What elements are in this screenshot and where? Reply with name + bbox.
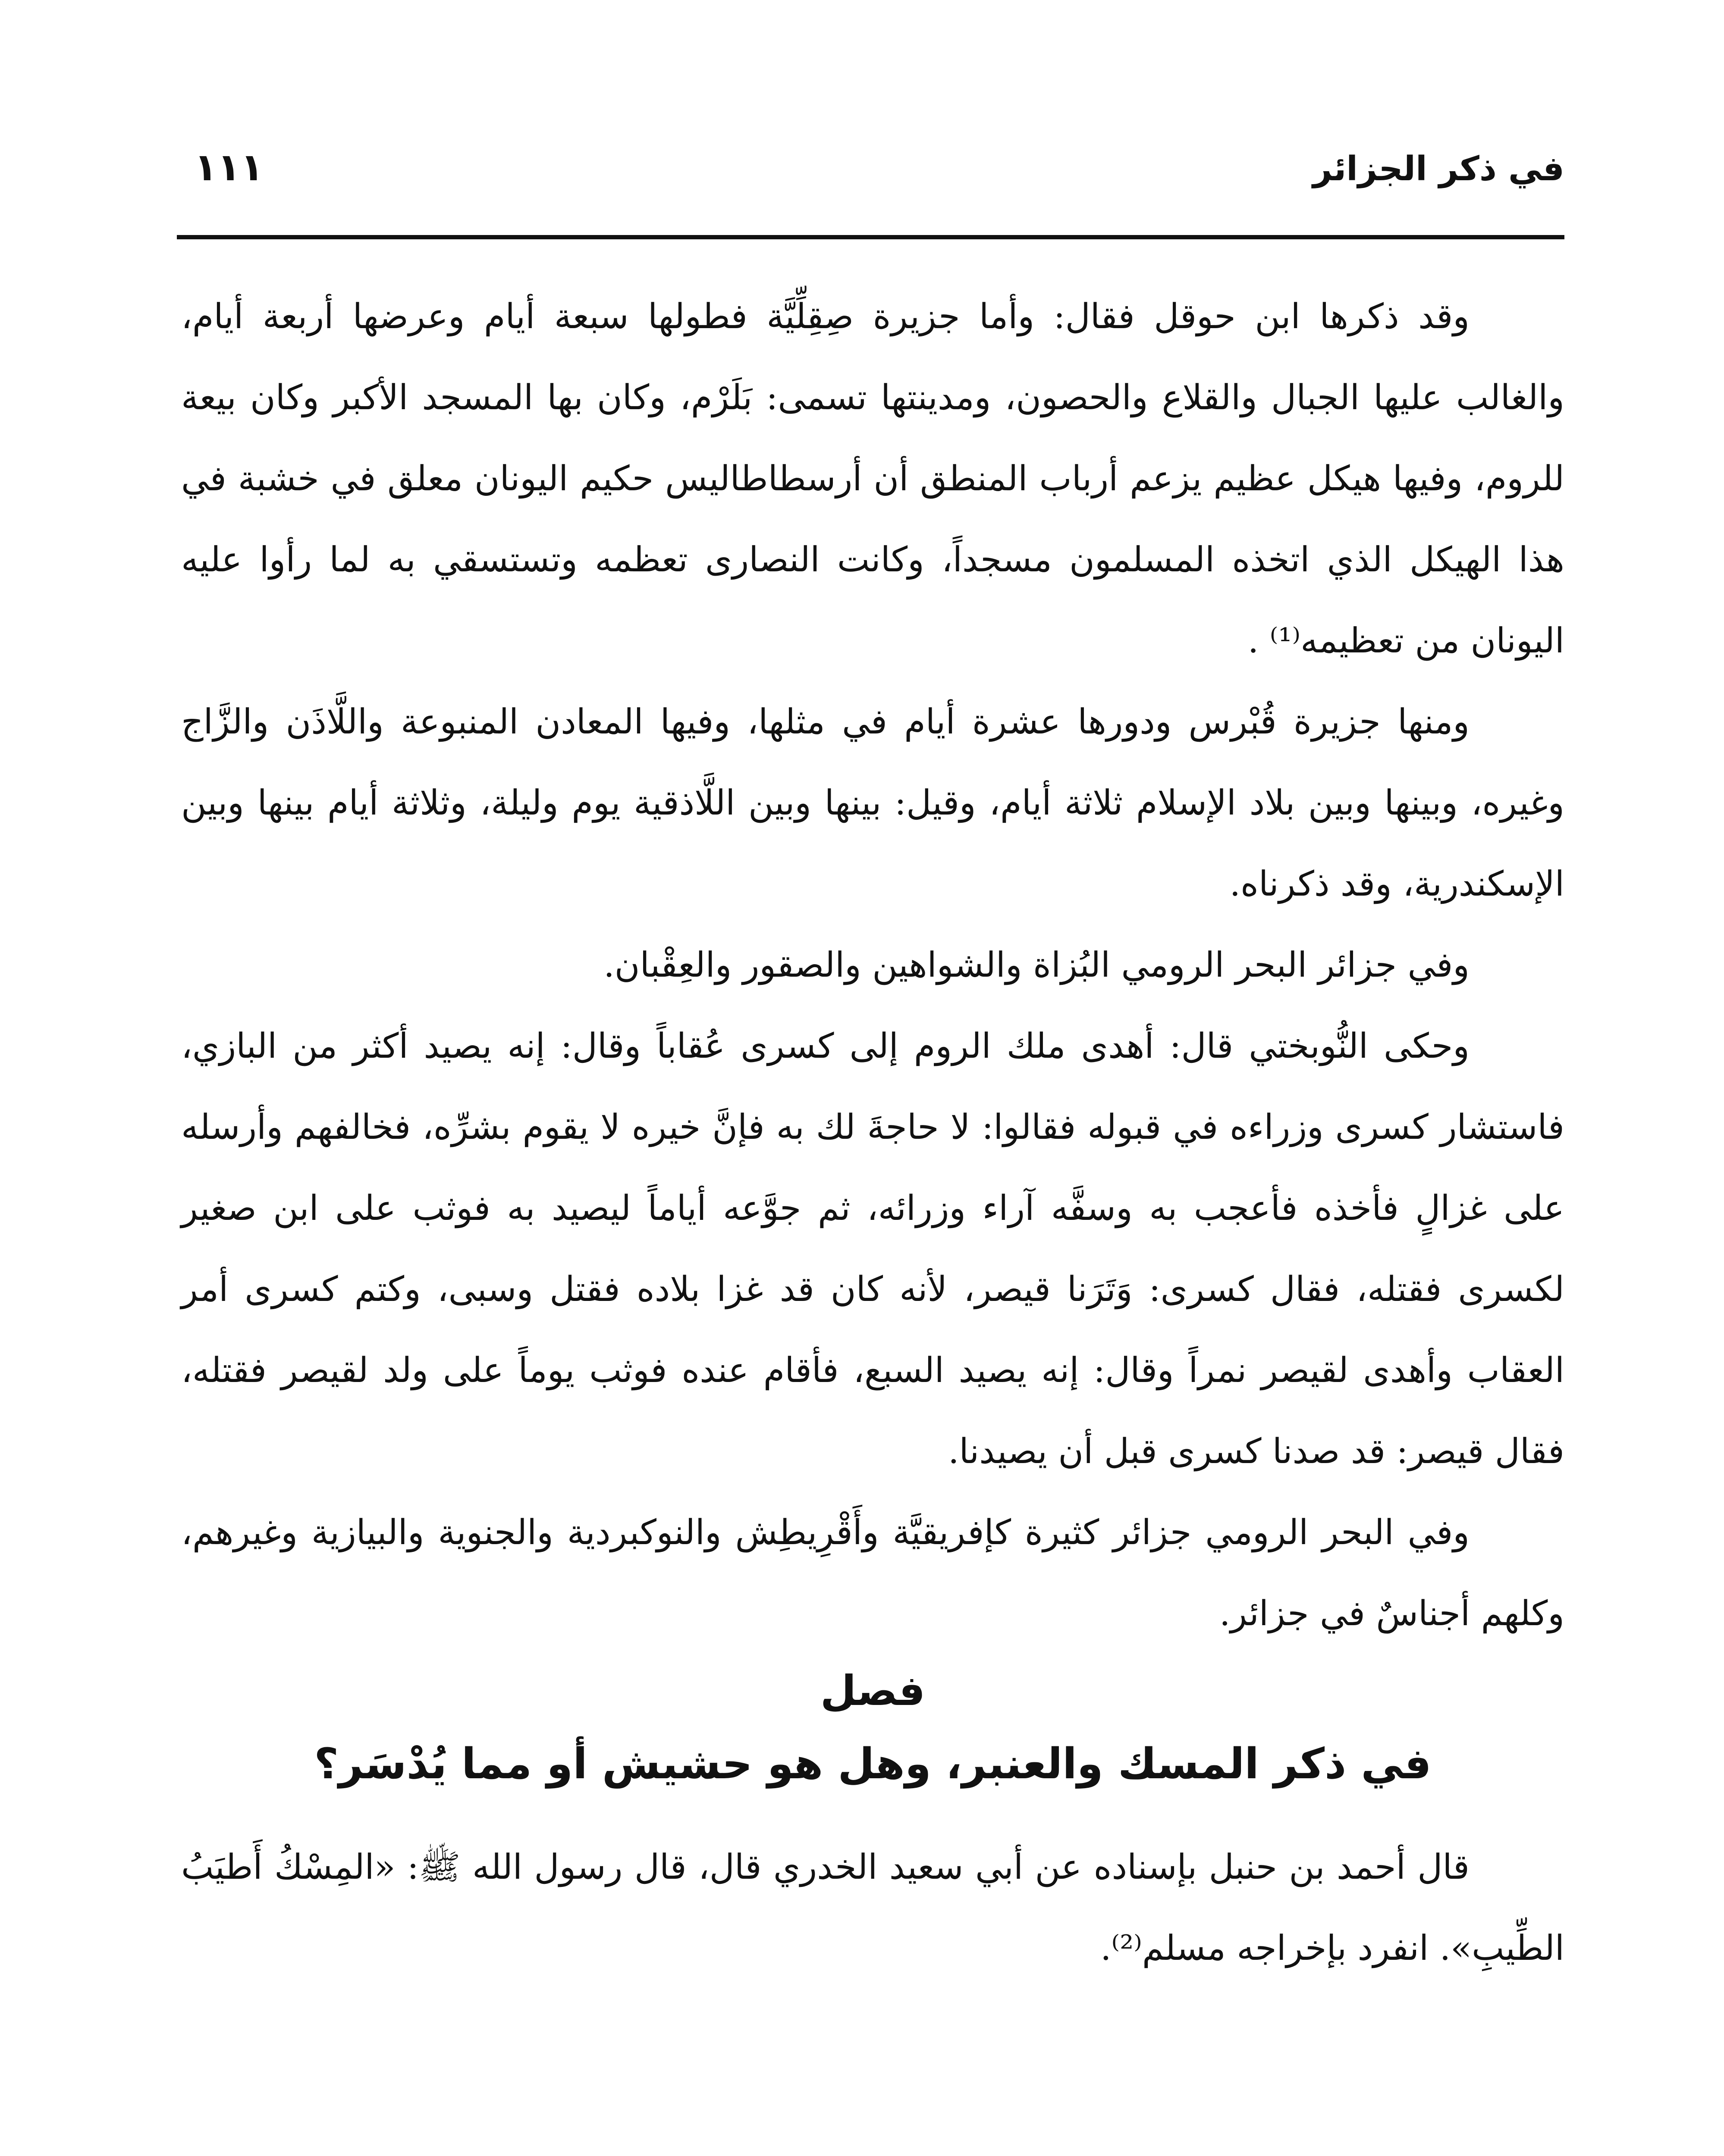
page-header xyxy=(177,142,1564,203)
paragraph-musk-hadith: قال أحمد بن حنبل بإسناده عن أبي سعيد الخدري قال، قال رسول الله ﷺ: «المِسْكُ أَطيَبُ الطِّيبِ». انفرد بإخراجه مسلم⁽²⁾. xyxy=(181,1847,1564,1968)
paragraph-birds: وفي جزائر البحر الرومي البُزاة والشواهين والصقور والعِقْبان. xyxy=(603,945,1470,985)
page-number: ١١١ xyxy=(194,145,264,189)
section-heading-musk: في ذكر المسك والعنبر، وهل هو حشيش أو مما يُدْسَر؟ xyxy=(314,1739,1432,1789)
section-heading-fasl: فصل xyxy=(820,1667,926,1715)
paragraph-cyprus: ومنها جزيرة قُبْرس ودورها عشرة أيام في مثلها، وفيها المعادن المنبوعة واللَّاذَن والزَّاج وغيره، وبينها وبين بلاد الإسلام ثلاثة أيام، وقيل: بينها وبين اللَّاذقية يوم وليلة، وثلاثة أيام بينها وبين الإسكندرية، وقد ذكرناه. xyxy=(181,702,1564,904)
header-divider xyxy=(177,235,1564,239)
main-text xyxy=(181,276,1564,1989)
paragraph-sicily: وقد ذكرها ابن حوقل فقال: وأما جزيرة صِقِلِّيَّة فطولها سبعة أيام وعرضها أربعة أيام، والغالب عليها الجبال والقلاع والحصون، ومدينتها تسمى: بَلَرْم، وكان بها المسجد الأكبر وكان بيعة للروم، وفيها هيكل عظيم يزعم أرباب المنطق أن أرسطاطاليس حكيم اليونان معلق في خشبة في هذا الهيكل الذي اتخذه المسلمون مسجداً، وكانت النصارى تعظمه وتستسقي به لما رأوا عليه اليونان من تعظيمه⁽¹⁾ . xyxy=(181,296,1564,661)
paragraph-eagle-story: وحكى النُّوبختي قال: أهدى ملك الروم إلى كسرى عُقاباً وقال: إنه يصيد أكثر من البازي، فاستشار كسرى وزراءه في قبوله فقالوا: لا حاجةَ لك به فإنَّ خيره لا يقوم بشرِّه، فخالفهم وأرسله على غزالٍ فأخذه فأعجب به وسفَّه آراء وزرائه، ثم جوَّعه أياماً ليصيد به فوثب على ابن صغير لكسرى فقتله، فقال كسرى: وَتَرَنا قيصر، لأنه كان قد غزا بلاده فقتل وسبى، وكتم كسرى أمر العقاب وأهدى لقيصر نمراً وقال: إنه يصيد السبع، فأقام عنده فوثب يوماً على ولد لقيصر فقتله، فقال قيصر: قد صدنا كسرى قبل أن يصيدنا. xyxy=(181,1026,1565,1471)
running-title: في ذكر الجزائر xyxy=(1313,150,1564,188)
paragraph-mediterranean-islands: وفي البحر الرومي جزائر كثيرة كإفريقيَّة وأَقْرِيطِش والنوكبردية والجنوية والبيازية وغيرهم، وكلهم أجناسٌ في جزائر. xyxy=(181,1512,1564,1633)
